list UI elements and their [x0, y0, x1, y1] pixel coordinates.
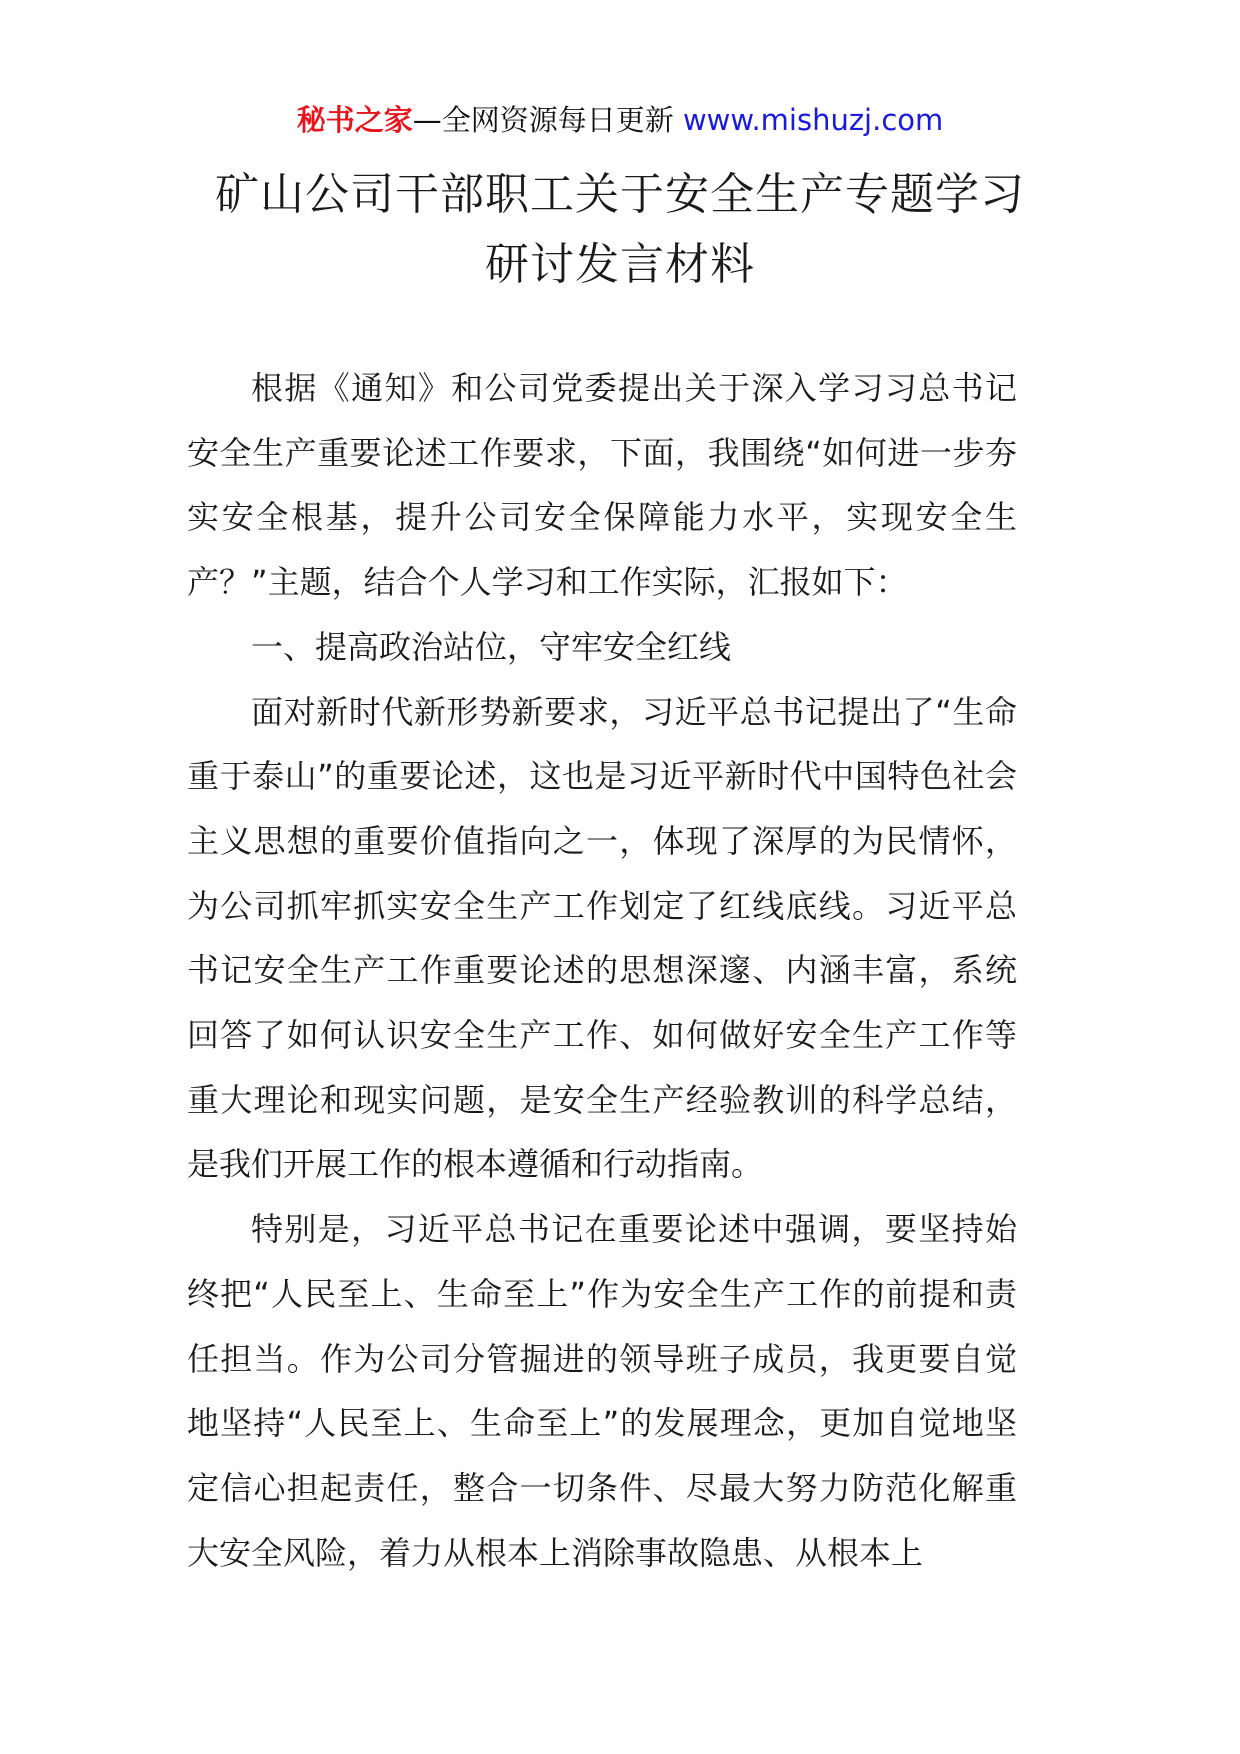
document-body [187, 356, 1017, 1585]
document-title [160, 160, 1080, 300]
title-line-2: 研讨发言材料 [485, 239, 755, 290]
site-banner [0, 100, 1240, 140]
title-line-1: 矿山公司干部职工关于安全生产专题学习 [215, 169, 1025, 220]
brand-name: 秘书之家 [296, 103, 413, 137]
body-paragraph: 特别是，习近平总书记在重要论述中强调，要坚持始终把“人民至上、生命至上”作为安全生产工作的前提和责任担当。作为公司分管掘进的领导班子成员，我更要自觉地坚持“人民至上、生命至上”的发展理念，更加自觉地坚定信心担起责任，整合一切条件、尽最大努力防范化解重大安全风险，着力从根本上消除事故隐患、从根本上 [187, 1210, 1017, 1572]
section-heading: 一、提高政治站位，守牢安全红线 [251, 627, 732, 666]
banner-slogan: —全网资源每日更新 [412, 103, 683, 137]
intro-paragraph: 根据《通知》和公司党委提出关于深入学习习总书记安全生产重要论述工作要求，下面，我围绕“如何进一步夯实安全根基，提升公司安全保障能力水平，实现安全生产？”主题，结合个人学习和工作实际，汇报如下： [187, 369, 1017, 602]
site-url-link[interactable]: www.mishuzj.com [682, 103, 944, 137]
body-paragraph: 面对新时代新形势新要求，习近平总书记提出了“生命重于泰山”的重要论述，这也是习近平新时代中国特色社会主义思想的重要价值指向之一，体现了深厚的为民情怀，为公司抓牢抓实安全生产工作划定了红线底线。习近平总书记安全生产工作重要论述的思想深邃、内涵丰富，系统回答了如何认识安全生产工作、如何做好安全生产工作等重大理论和现实问题，是安全生产经验教训的科学总结，是我们开展工作的根本遵循和行动指南。 [187, 692, 1017, 1184]
